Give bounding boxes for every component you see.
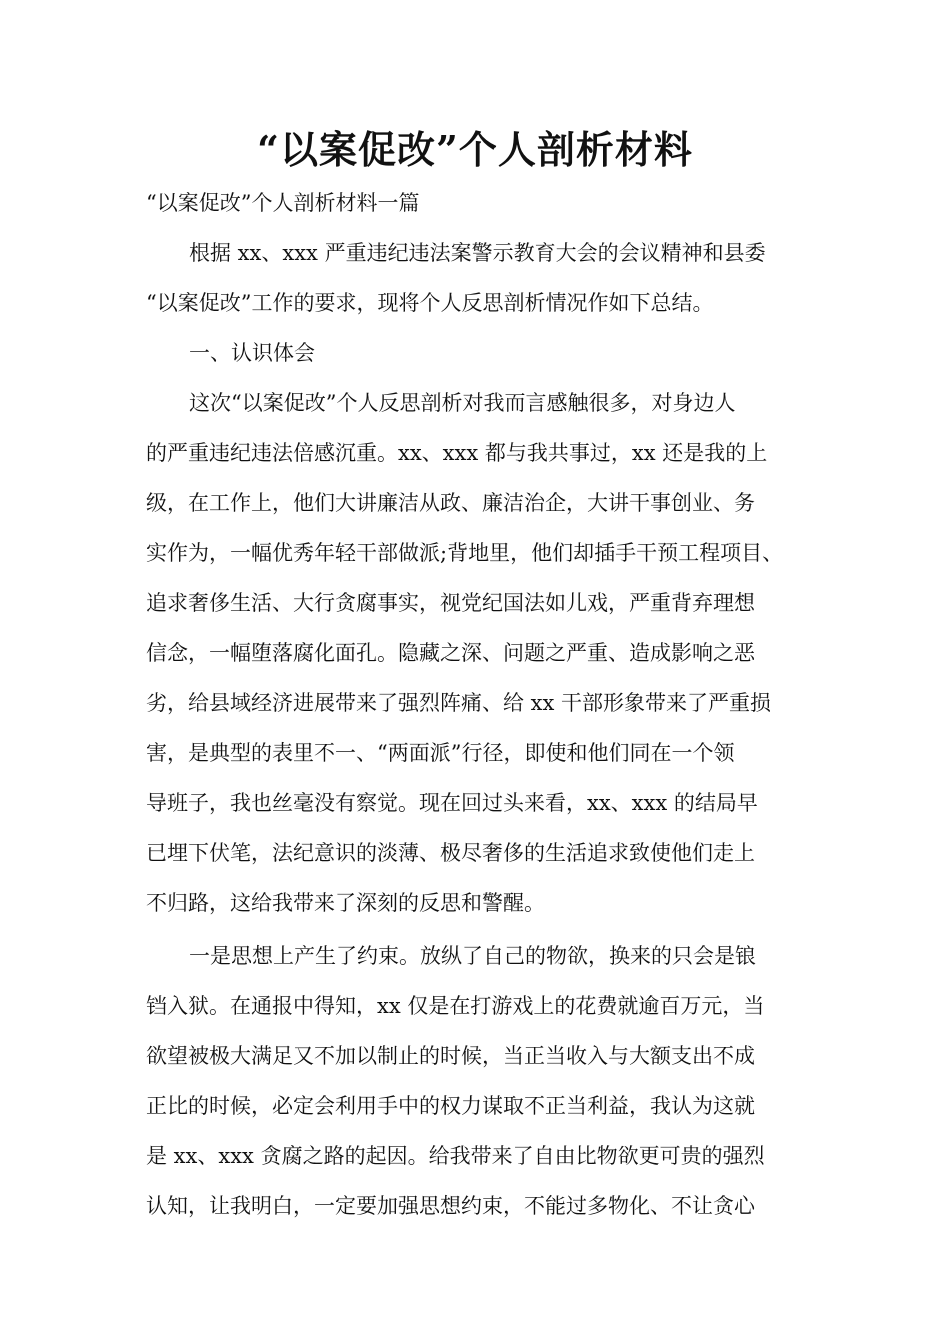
paragraph-line: 导班子，我也丝毫没有察觉。现在回过头来看，xx、xxx 的结局早 <box>146 791 758 815</box>
paragraph-line: 不归路，这给我带来了深刻的反思和警醒。 <box>146 891 545 915</box>
paragraph-line: “以案促改”工作的要求，现将个人反思剖析情况作如下总结。 <box>146 291 714 315</box>
section-heading: 一、认识体会 <box>189 341 315 365</box>
paragraph-line: 是 xx、xxx 贪腐之路的起因。给我带来了自由比物欲更可贵的强烈 <box>146 1144 765 1168</box>
paragraph-line: 欲望被极大满足又不加以制止的时候，当正当收入与大额支出不成 <box>146 1044 755 1068</box>
subtitle-line: “以案促改”个人剖析材料一篇 <box>146 191 420 215</box>
paragraph-line: 这次“以案促改”个人反思剖析对我而言感触很多，对身边人 <box>189 391 736 415</box>
paragraph-line: 级，在工作上，他们大讲廉洁从政、廉洁治企，大讲干事创业、务 <box>146 491 755 515</box>
paragraph-line: 的严重违纪违法倍感沉重。xx、xxx 都与我共事过，xx 还是我的上 <box>146 441 768 465</box>
paragraph-line: 一是思想上产生了约束。放纵了自己的物欲，换来的只会是锒 <box>189 944 756 968</box>
paragraph-line: 实作为，一幅优秀年轻干部做派;背地里，他们却插手干预工程项目、 <box>146 541 784 565</box>
paragraph-line: 根据 xx、xxx 严重违纪违法案警示教育大会的会议精神和县委 <box>189 241 766 265</box>
paragraph-line: 信念，一幅堕落腐化面孔。隐藏之深、问题之严重、造成影响之恶 <box>146 641 755 665</box>
paragraph-line: 认知，让我明白，一定要加强思想约束，不能过多物化、不让贪心 <box>146 1194 755 1218</box>
paragraph-line: 正比的时候，必定会利用手中的权力谋取不正当利益，我认为这就 <box>146 1094 755 1118</box>
paragraph-line: 铛入狱。在通报中得知，xx 仅是在打游戏上的花费就逾百万元，当 <box>146 994 765 1018</box>
paragraph-line: 劣，给县域经济进展带来了强烈阵痛、给 xx 干部形象带来了严重损 <box>146 691 772 715</box>
document-body <box>146 178 808 1231</box>
document-title: “以案促改”个人剖析材料 <box>257 127 693 172</box>
paragraph-line: 害，是典型的表里不一、“两面派”行径，即使和他们同在一个领 <box>146 741 735 765</box>
paragraph-line: 追求奢侈生活、大行贪腐事实，视党纪国法如儿戏，严重背弃理想 <box>146 591 755 615</box>
paragraph-line: 已埋下伏笔，法纪意识的淡薄、极尽奢侈的生活追求致使他们走上 <box>146 841 755 865</box>
